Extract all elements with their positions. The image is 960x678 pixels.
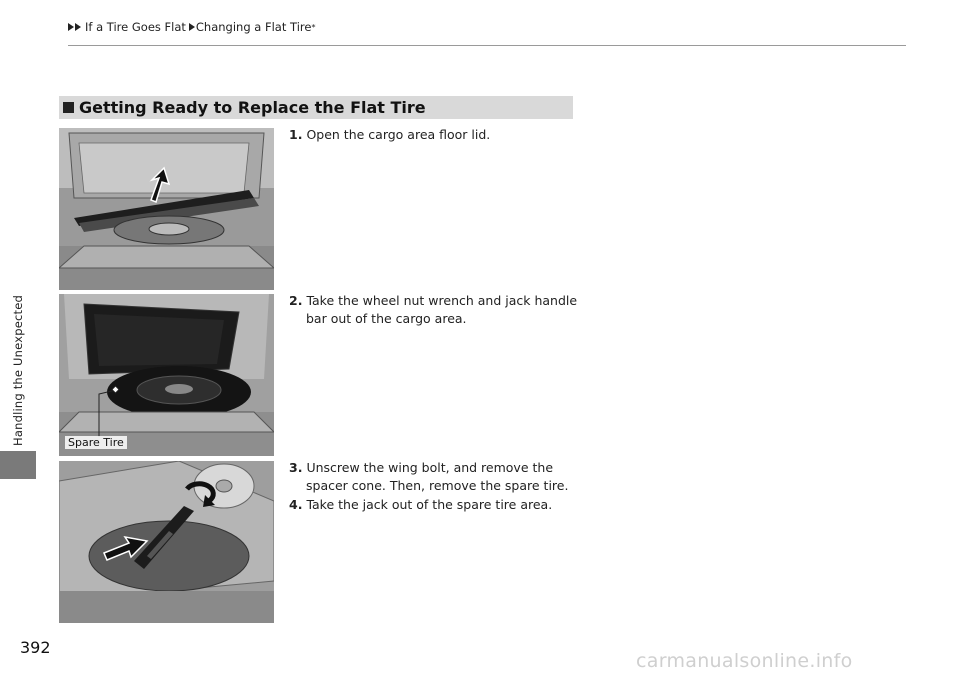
chapter-marker-block [0,451,36,479]
step-text: Take the jack out of the spare tire area. [306,497,553,512]
figure-cargo-floor-lid [59,128,274,290]
breadcrumb-arrow-icon [68,23,74,31]
breadcrumb-arrow-icon [189,23,195,31]
breadcrumb [68,20,315,34]
figure-jack-removal [59,461,274,623]
breadcrumb-item[interactable]: Changing a Flat Tire [195,20,312,34]
step-item [289,496,552,514]
section-title: Getting Ready to Replace the Flat Tire [79,98,426,117]
breadcrumb-footnote-marker: * [311,22,316,32]
step-number: 4. [289,497,303,512]
page-number: 392 [20,638,51,657]
step-number: 1. [289,127,303,142]
step-number: 3. [289,460,303,475]
breadcrumb-arrow-icon [75,23,81,31]
step-item [289,126,490,144]
breadcrumb-item[interactable]: If a Tire Goes Flat [85,20,186,34]
step-item [289,292,577,328]
section-square-icon [63,102,74,113]
chapter-label: Handling the Unexpected [11,294,25,446]
step-text: Open the cargo area floor lid. [306,127,491,142]
step-item [289,459,568,495]
step-text: Unscrew the wing bolt, and remove the [306,460,554,475]
chapter-side-tab [0,0,36,678]
figure-spare-tire [59,294,274,456]
step-text: Take the wheel nut wrench and jack handle [306,293,578,308]
section-heading [59,96,573,119]
step-text-continued: bar out of the cargo area. [306,311,467,326]
step-text-continued: spacer cone. Then, remove the spare tire. [306,478,569,493]
figure-callout-label: Spare Tire [65,436,127,449]
header-rule [68,45,906,46]
watermark: carmanualsonline.info [636,650,853,672]
step-number: 2. [289,293,303,308]
